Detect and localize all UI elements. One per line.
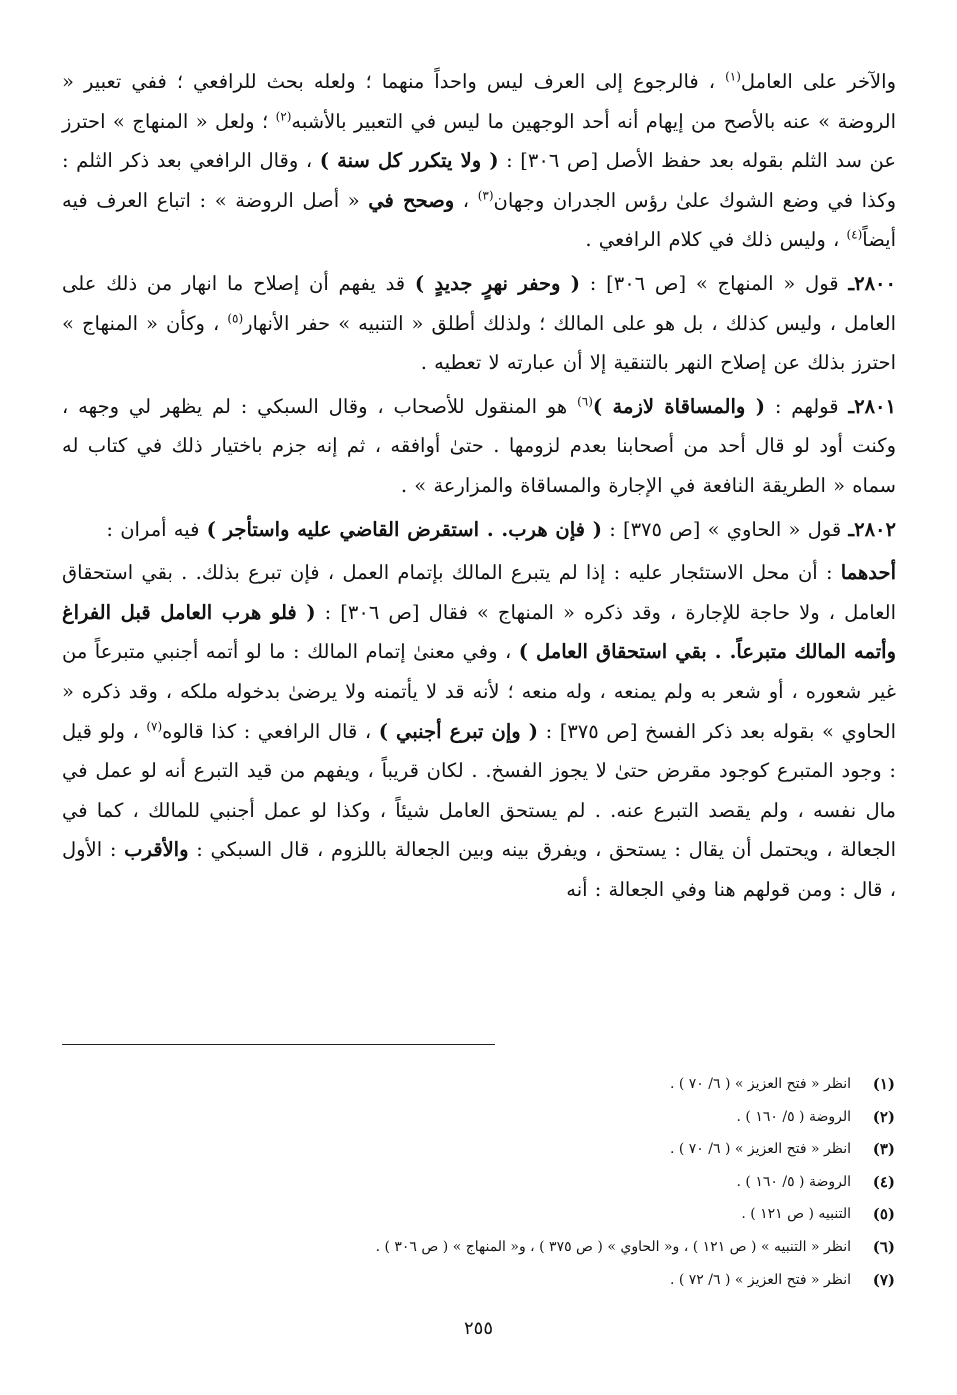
bold-text: ( فإن هرب. . استقرض القاضي عليه واستأجر ) [206, 517, 602, 541]
footnote-number: (١) [872, 1075, 895, 1093]
main-text [62, 62, 896, 913]
paragraph [62, 510, 896, 550]
footnote-number: (٧) [872, 1270, 895, 1289]
footnote-number: (٤) [872, 1172, 895, 1191]
text-run: والآخر على العامل [740, 70, 896, 93]
text-run: ، وليس ذلك في كلام الرافعي . [585, 228, 847, 252]
bold-text: أحدهما [840, 561, 896, 585]
text-run: فيه أمران : [106, 517, 207, 541]
text-run: قول « الحاوي » [ص ٣٧٥] : [602, 517, 849, 541]
text-run: : أن محل الاستئجار عليه : إذا لم يتبرع المالك بإتمام العمل ، فإن تبرع بذلك. . بقي استحقاق العامل ، ولا حاجة للإجارة ، وقد ذكره « المنهاج » فقال [ص ٣٠٦] : [62, 561, 896, 624]
footnote-text: التنبيه ( ص ١٢١ ) . [741, 1206, 851, 1223]
footnote-number: (٢) [872, 1107, 895, 1126]
bold-text: ٢٨٠٢ـ [848, 517, 896, 541]
text-run: ، وفي معنىٰ إتمام المالك : ما لو أتمه أجنبي متبرعاً من غير شعوره ، أو شعر به ولم يمنعه ، وله منعه ؛ لأنه قد لا يأتمنه ولا يرضىٰ بدخوله ملكه ، وقد ذكره « الحاوي » بقوله بعد ذكر الفسخ [ص ٣٧٥] : [62, 640, 897, 743]
footnote-ref: (٧) [146, 719, 163, 733]
text-run: « أصل الروضة » : اتباع العرف فيه أيضاً [62, 188, 896, 252]
footnote-divider [62, 1044, 495, 1045]
footnote [61, 1264, 895, 1297]
text-run: ، وكأن « المنهاج » احترز بذلك عن إصلاح النهر بالتنقية إلا أن عبارته لا تعطيه . [62, 311, 896, 375]
text-run: ، ولو قيل : وجود المتبرع كوجود مقرض حتىٰ لا يجوز الفسخ. . لكان قريباً ، ويفهم من قيد التبرع أنه لو عمل في مال نفسه ، ولم يقصد التبرع عنه. . لم يستحق العامل شيئاً ، وكذا لو عمل أجنبي للمالك ، كما في الجعالة ، ويحتمل أن يقال : يستحق ، ويفرق بينه وبين الجعالة باللزوم ، قال السبكي : [62, 719, 896, 862]
footnote [61, 1101, 895, 1134]
text-run: قد يفهم أن إصلاح ما انهار من ذلك على العامل ، وليس كذلك ، بل هو على المالك ؛ ولذلك أطلق « التنبيه » حفر الأنهار [62, 271, 896, 335]
footnote-ref: (٢) [275, 109, 292, 124]
bold-text: ( ولا يتكرر كل سنة ) [319, 149, 499, 173]
text-run: ، قال الرافعي : كذا قالوه [162, 719, 379, 743]
footnote [61, 1231, 895, 1264]
text-run: ، [454, 188, 478, 212]
text-run: قول « المنهاج » [ص ٣٠٦] : [580, 271, 849, 295]
bold-text: ٢٨٠٠ـ [848, 271, 896, 295]
bold-text: وصحح في [368, 188, 455, 212]
footnote-ref: (١) [725, 69, 741, 84]
text-run: قولهم : [764, 394, 849, 418]
bold-text: ( وحفر نهرٍ جديدٍ ) [414, 271, 580, 295]
text-run: ، فالرجوع إلى العرف ليس واحداً منهما ؛ ولعله بحث للرافعي ؛ ففي تعبير « الروضة » عنه بالأصح من إيهام أنه أحد الوجهين ما ليس في التعبير بالأشبه [62, 70, 896, 133]
footnote-ref: (٦) [577, 394, 593, 409]
footnote-number: (٥) [872, 1205, 895, 1224]
footnotes-list [61, 1068, 895, 1296]
footnote-text: الروضة ( ٥/ ١٦٠ ) . [736, 1108, 851, 1125]
footnote-ref: (٣) [477, 188, 494, 203]
bold-text: ٢٨٠١ـ [848, 394, 897, 418]
footnote-ref: (٤) [846, 227, 863, 242]
text-run: هو المنقول للأصحاب ، وقال السبكي : لم يظهر لي وجهه ، وكنت أود لو قال أحد من أصحابنا بعدم لزومها . حتىٰ أوافقه ، ثم إنه جزم باختيار ذلك في كتاب له سماه « الطريقة النافعة في الإجارة والمساقاة والمزارعة » . [62, 394, 896, 497]
footnote-text: الروضة ( ٥/ ١٦٠ ) . [736, 1173, 851, 1190]
page-number: ٢٥٥ [463, 1318, 493, 1339]
bold-text: والأقرب [124, 838, 189, 862]
bold-text: ( وإن تبرع أجنبي ) [378, 719, 539, 743]
paragraph [62, 387, 896, 506]
footnote-text: انظر « فتح العزيز » ( ٦/ ٧٢ ) . [669, 1271, 851, 1288]
footnote [61, 1068, 895, 1101]
paragraph [62, 62, 896, 260]
footnote-ref: (٥) [227, 311, 244, 326]
footnote-number: (٣) [872, 1140, 895, 1159]
bold-text: ( والمساقاة لازمة ) [592, 394, 765, 418]
paragraph [62, 264, 896, 383]
footnote [61, 1133, 895, 1166]
footnote-number: (٦) [872, 1237, 895, 1256]
footnote-text: انظر « فتح العزيز » ( ٦/ ٧٠ ) . [669, 1141, 851, 1158]
footnote [61, 1198, 895, 1231]
bold-text: ( فلو هرب العامل قبل الفراغ وأتمه المالك متبرعاً. . بقي استحقاق العامل ) [62, 600, 896, 664]
text-run: ، وقال الرافعي بعد ذكر الثلم : وكذا في وضع الشوك علىٰ رؤس الجدران وجهان [62, 149, 896, 212]
paragraph [62, 553, 896, 909]
footnote-text: انظر « فتح العزيز » ( ٦/ ٧٠ ) . [669, 1076, 851, 1092]
text-run: : الأول ، قال : ومن قولهم هنا وفي الجعالة : أنه [62, 838, 896, 901]
text-run: ؛ ولعل « المنهاج » احترز عن سد الثلم بقوله بعد حفظ الأصل [ص ٣٠٦] : [62, 109, 897, 173]
footnote [61, 1166, 895, 1199]
footnote-text: انظر « التنبيه » ( ص ١٢١ ) ، و« الحاوي » ( ص ٣٧٥ ) ، و« المنهاج » ( ص ٣٠٦ ) . [375, 1238, 851, 1255]
